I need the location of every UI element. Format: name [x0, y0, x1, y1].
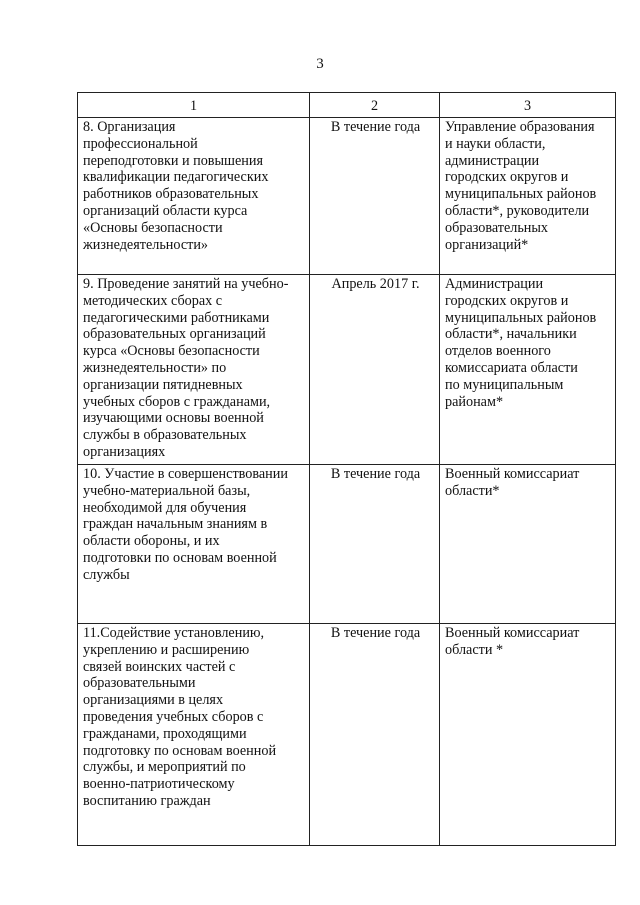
text-line: 10. Участие в совершенствовании: [83, 466, 288, 482]
text-line: муниципальных районов: [445, 186, 597, 203]
text-line: организаций*: [445, 236, 529, 253]
term-cell: В течение года: [310, 624, 440, 846]
text-line: подготовки по основам военной: [83, 549, 277, 566]
page-number: 3: [316, 56, 324, 72]
text-line: Военный комиссариат: [445, 466, 580, 482]
text-line: области*: [445, 482, 500, 499]
text-line: службы в образовательных: [83, 427, 247, 444]
text-line: воспитанию граждан: [83, 792, 211, 809]
text-line: работников образовательных: [83, 186, 259, 203]
text-line: области *: [445, 641, 504, 658]
responsible-cell: [440, 465, 616, 624]
text-line: жизнедеятельности» по: [83, 359, 227, 376]
text-line: образовательными: [83, 675, 196, 692]
text-line: связей воинских частей с: [83, 658, 236, 675]
text-line: организациями в целях: [83, 692, 224, 709]
text-line: учебных сборов с гражданами,: [83, 393, 271, 410]
text-line: профессиональной: [83, 135, 198, 152]
responsible-cell: [440, 118, 616, 275]
text-line: образовательных организаций: [83, 326, 266, 343]
text-line: городских округов и: [445, 169, 569, 186]
text-line: 9. Проведение занятий на учебно-: [83, 276, 289, 292]
text-line: гражданами, проходящими: [83, 725, 247, 742]
text-line: организациях: [83, 443, 166, 460]
text-line: Администрации: [445, 276, 544, 292]
text-line: изучающими основы военной: [83, 410, 264, 427]
event-cell: [78, 465, 310, 624]
table-row: [78, 465, 616, 624]
table-header-row: [78, 93, 616, 118]
text-line: переподготовки и повышения: [83, 152, 263, 169]
responsible-cell: [440, 624, 616, 846]
text-line: по муниципальным: [445, 376, 564, 393]
text-line: комиссариата области: [445, 359, 578, 376]
text-line: организаций области курса: [83, 202, 248, 219]
text-line: области*, начальники: [445, 326, 577, 343]
text-line: муниципальных районов: [445, 309, 597, 326]
text-line: проведения учебных сборов с: [83, 708, 264, 725]
text-line: области*, руководители: [445, 202, 590, 219]
table-row: [78, 275, 616, 465]
text-line: администрации: [445, 152, 540, 169]
text-line: методических сборах с: [83, 292, 223, 309]
text-line: курса «Основы безопасности: [83, 343, 260, 360]
text-line: укреплению и расширению: [83, 641, 250, 658]
text-line: городских округов и: [445, 292, 569, 309]
header-cell-1: 1: [78, 93, 310, 118]
text-line: 8. Организация: [83, 119, 176, 135]
text-line: организации пятидневных: [83, 376, 243, 393]
event-cell: [78, 118, 310, 275]
term-cell: В течение года: [310, 465, 440, 624]
text-line: педагогическими работниками: [83, 309, 270, 326]
text-line: подготовку по основам военной: [83, 742, 277, 759]
text-line: Управление образования: [445, 119, 595, 135]
event-cell: [78, 624, 310, 846]
text-line: военно-патриотическому: [83, 776, 235, 793]
text-line: жизнедеятельности»: [83, 236, 209, 253]
text-line: и науки области,: [445, 135, 546, 152]
header-cell-3: 3: [440, 93, 616, 118]
text-line: учебно-материальной базы,: [83, 482, 251, 499]
text-line: квалификации педагогических: [83, 169, 269, 186]
text-line: службы, и мероприятий по: [83, 759, 246, 776]
text-line: необходимой для обучения: [83, 499, 247, 516]
text-line: «Основы безопасности: [83, 219, 223, 236]
term-cell: Апрель 2017 г.: [310, 275, 440, 465]
term-cell: В течение года: [310, 118, 440, 275]
text-line: Военный комиссариат: [445, 625, 580, 641]
event-cell: [78, 275, 310, 465]
text-line: образовательных: [445, 219, 549, 236]
text-line: 11.Содействие установлению,: [83, 625, 265, 641]
responsible-cell: [440, 275, 616, 465]
header-cell-2: 2: [310, 93, 440, 118]
text-line: районам*: [445, 393, 504, 410]
text-line: граждан начальным знаниям в: [83, 516, 268, 533]
text-line: службы: [83, 566, 130, 583]
table-row: [78, 118, 616, 275]
plan-table: [77, 92, 616, 846]
table-row: [78, 624, 616, 846]
text-line: отделов военного: [445, 343, 551, 360]
text-line: области обороны, и их: [83, 533, 220, 550]
